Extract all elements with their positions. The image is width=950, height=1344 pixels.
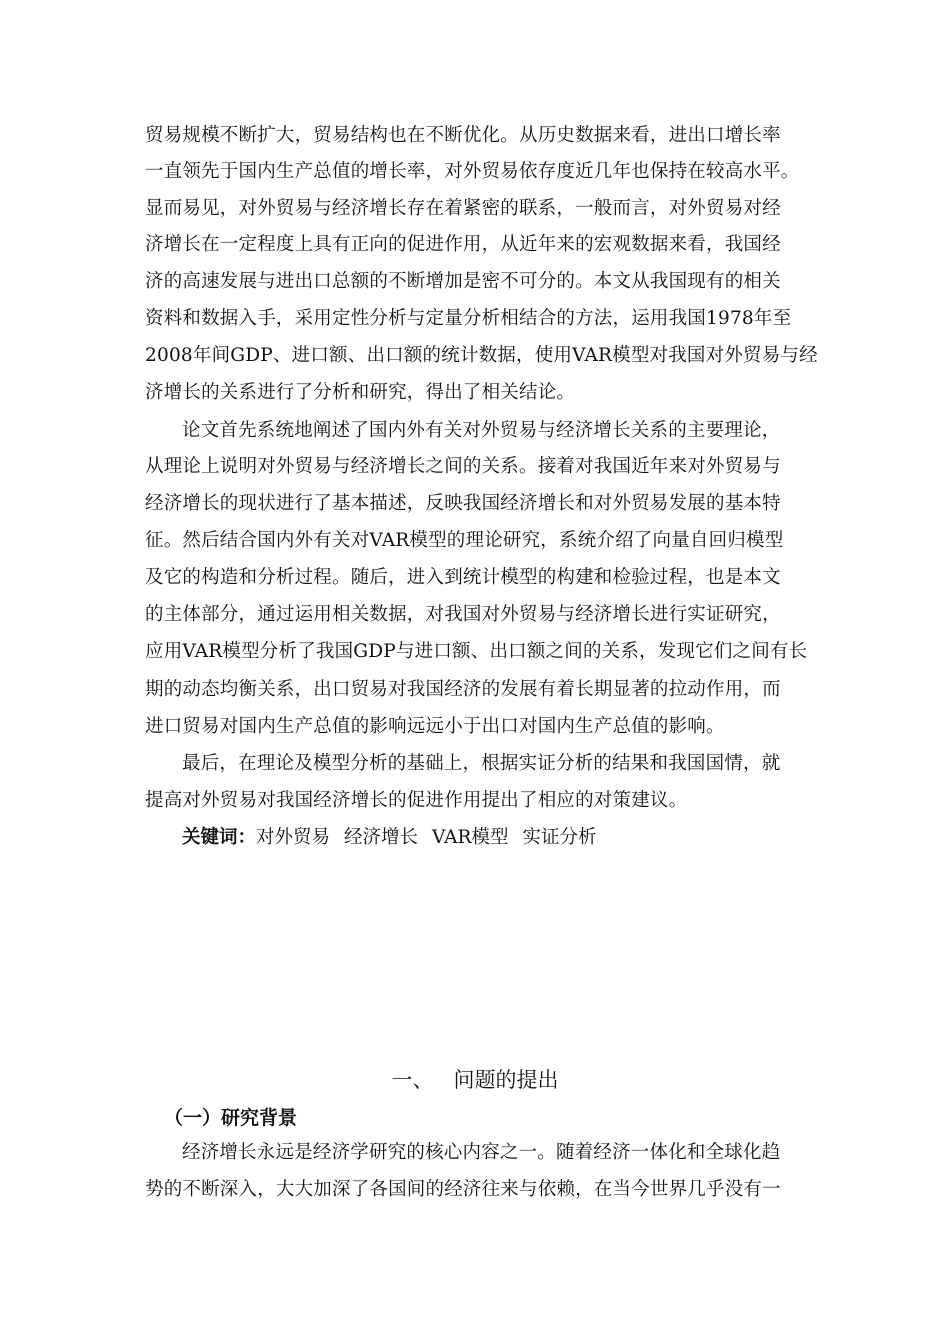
abstract-p2-line-9: 进口贸易对国内生产总值的影响远远小于出口对国内生产总值的影响。 (145, 716, 725, 737)
abstract-p1-line-2: 一直领先于国内生产总值的增长率，对外贸易依存度近几年也保持在较高水平。 (145, 161, 800, 182)
abstract-p2-line-4: 征。然后结合国内外有关对VAR模型的理论研究，系统介绍了向量自回归模型 (145, 530, 784, 551)
abstract-p2-line-2: 从理论上说明对外贸易与经济增长之间的关系。接着对我国近年来对外贸易与 (145, 456, 781, 477)
abstract-p2-line-8: 期的动态均衡关系，出口贸易对我国经济的发展有着长期显著的拉动作用，而 (145, 679, 781, 700)
abstract-p2-line-3: 经济增长的现状进行了基本描述，反映我国经济增长和对外贸易发展的基本特 (145, 493, 781, 514)
section-line-2: 势的不断深入，大大加深了各国间的经济往来与依赖，在当今世界几乎没有一 (145, 1179, 781, 1200)
chapter-heading (0, 1066, 950, 1094)
keyword-item: VAR模型 (432, 827, 509, 848)
keywords-line (182, 826, 610, 850)
abstract-p3-line-2: 提高对外贸易对我国经济增长的促进作用提出了相应的对策建议。 (145, 790, 688, 811)
abstract-p2-line-5: 及它的构造和分析过程。随后，进入到统计模型的构建和检验过程，也是本文 (145, 567, 781, 588)
abstract-p1-line-8: 济增长的关系进行了分析和研究，得出了相关结论。 (145, 382, 576, 403)
abstract-p1-line-7: 2008年间GDP、进口额、出口额的统计数据，使用VAR模型对我国对外贸易与经 (145, 345, 818, 366)
keywords-label: 关键词： (182, 827, 257, 848)
abstract-p1-line-4: 济增长在一定程度上具有正向的促进作用，从近年来的宏观数据来看，我国经 (145, 234, 781, 255)
abstract-p1-line-3: 显而易见，对外贸易与经济增长存在着紧密的联系，一般而言，对外贸易对经 (145, 198, 781, 219)
chapter-title: 问题的提出 (453, 1068, 559, 1092)
chapter-number: 一、 (391, 1068, 434, 1092)
keyword-item: 对外贸易 (256, 827, 331, 848)
abstract-p1-line-6: 资料和数据入手，采用定性分析与定量分析相结合的方法，运用我国1978年至 (145, 308, 792, 329)
section-line-1: 经济增长永远是经济学研究的核心内容之一。随着经济一体化和全球化趋 (182, 1142, 781, 1163)
abstract-p2-line-6: 的主体部分，通过运用相关数据，对我国对外贸易与经济增长进行实证研究， (145, 604, 781, 625)
keyword-item: 经济增长 (344, 827, 419, 848)
keyword-item: 实证分析 (522, 827, 597, 848)
abstract-p1-line-5: 济的高速发展与进出口总额的不断增加是密不可分的。本文从我国现有的相关 (145, 271, 781, 292)
abstract-p3-line-1: 最后，在理论及模型分析的基础上，根据实证分析的结果和我国国情，就 (182, 753, 781, 774)
section-heading: （一）研究背景 (164, 1107, 298, 1129)
abstract-p2-line-7: 应用VAR模型分析了我国GDP与进口额、出口额之间的关系，发现它们之间有长 (145, 641, 808, 662)
abstract-p2-line-1: 论文首先系统地阐述了国内外有关对外贸易与经济增长关系的主要理论， (182, 420, 781, 441)
abstract-p1-line-1: 贸易规模不断扩大，贸易结构也在不断优化。从历史数据来看，进出口增长率 (145, 125, 781, 146)
